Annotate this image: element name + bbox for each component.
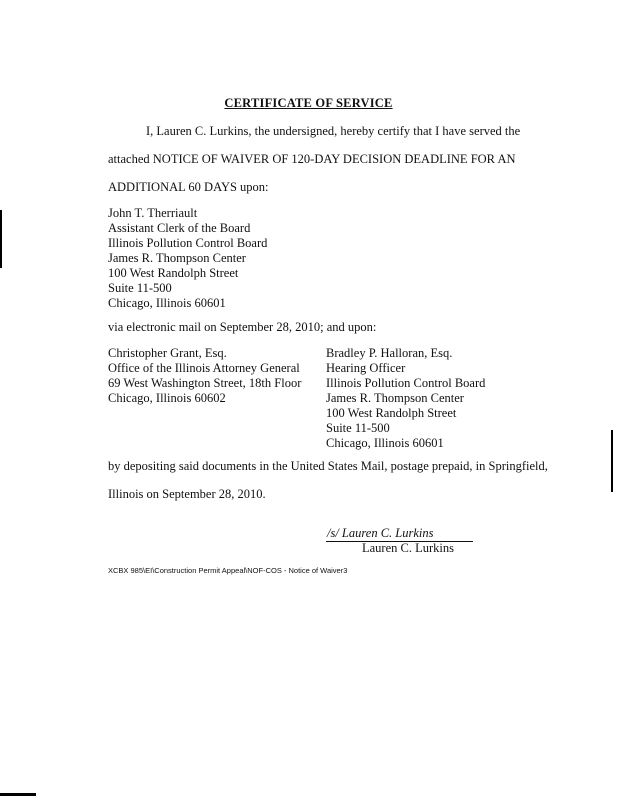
primary-recipient-address bbox=[108, 206, 267, 311]
scan-edge-mark bbox=[0, 210, 2, 268]
address-line: 69 West Washington Street, 18th Floor bbox=[108, 376, 302, 390]
mail-statement-line-1: by depositing said documents in the United States Mail, postage prepaid, in Springfield, bbox=[108, 459, 548, 473]
address-line: Assistant Clerk of the Board bbox=[108, 221, 251, 235]
electronic-signature: /s/ Lauren C. Lurkins bbox=[326, 526, 473, 542]
scan-edge-mark bbox=[0, 793, 36, 796]
address-line: Hearing Officer bbox=[326, 361, 406, 375]
scan-edge-mark bbox=[611, 430, 613, 492]
address-line: Bradley P. Halloran, Esq. bbox=[326, 346, 453, 360]
signature-line bbox=[326, 526, 473, 542]
address-line: Illinois Pollution Control Board bbox=[108, 236, 268, 250]
address-line: 100 West Randolph Street bbox=[108, 266, 239, 280]
mail-statement-line-2: Illinois on September 28, 2010. bbox=[108, 487, 266, 501]
address-line: Office of the Illinois Attorney General bbox=[108, 361, 300, 375]
certification-line-1: I, Lauren C. Lurkins, the undersigned, hereby certify that I have served the bbox=[146, 124, 521, 138]
certification-line-3: ADDITIONAL 60 DAYS upon: bbox=[108, 180, 269, 194]
address-line: Christopher Grant, Esq. bbox=[108, 346, 227, 360]
signer-name: Lauren C. Lurkins bbox=[362, 541, 454, 555]
address-line: James R. Thompson Center bbox=[326, 391, 464, 405]
address-line: 100 West Randolph Street bbox=[326, 406, 457, 420]
address-line: John T. Therriault bbox=[108, 206, 198, 220]
recipient-attorney-general-address bbox=[108, 346, 301, 406]
address-line: Chicago, Illinois 60601 bbox=[108, 296, 226, 310]
address-line: James R. Thompson Center bbox=[108, 251, 246, 265]
address-line: Illinois Pollution Control Board bbox=[326, 376, 486, 390]
address-line: Chicago, Illinois 60602 bbox=[108, 391, 226, 405]
address-line: Suite 11-500 bbox=[326, 421, 390, 435]
document-path-footer: XCBX 985\EI\Construction Permit Appeal\NOF-COS - Notice of Waiver3 bbox=[108, 566, 348, 575]
document-title: CERTIFICATE OF SERVICE bbox=[224, 96, 393, 110]
certification-line-2: attached NOTICE OF WAIVER OF 120-DAY DECISION DEADLINE FOR AN bbox=[108, 152, 516, 166]
recipient-hearing-officer-address bbox=[326, 346, 485, 451]
service-electronic-statement: via electronic mail on September 28, 2010; and upon: bbox=[108, 320, 377, 334]
address-line: Chicago, Illinois 60601 bbox=[326, 436, 444, 450]
address-line: Suite 11-500 bbox=[108, 281, 172, 295]
